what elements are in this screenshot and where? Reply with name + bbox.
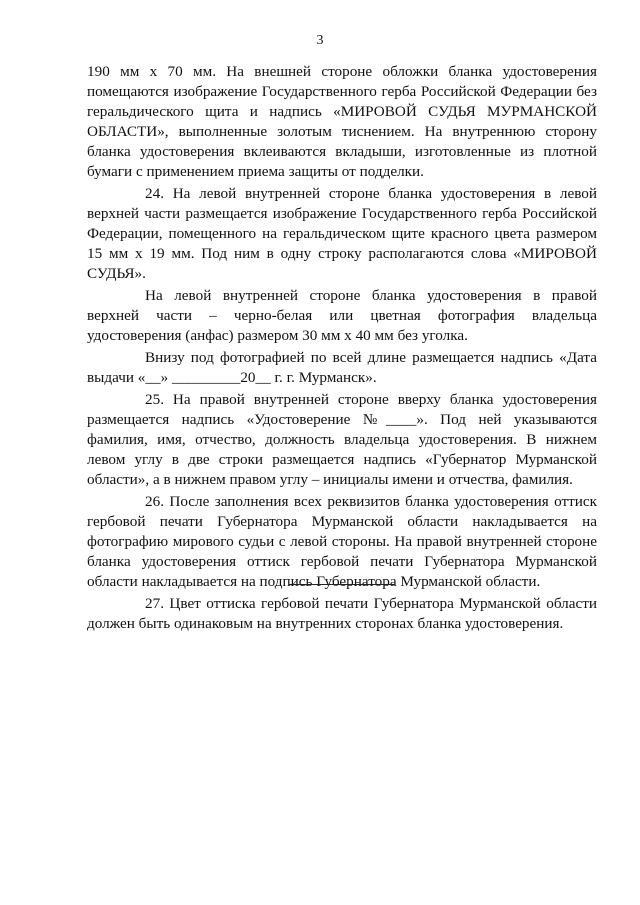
- paragraph-24: 24. На левой внутренней стороне бланка удостоверения в левой верхней части размещается изображение Государственного герба Российской Федерации, помещенного на геральдическом щите красного цвета размером 15 мм х 19 мм. Под ним в одну строку располагаются слова «МИРОВОЙ СУДЬЯ».: [87, 185, 597, 282]
- paragraph-issue-date: Внизу под фотографией по всей длине размещается надпись «Дата выдачи «__» _________20__ г. г. Мурманск».: [87, 349, 597, 386]
- paragraph-26: 26. После заполнения всех реквизитов бланка удостоверения оттиск гербовой печати Губернатора Мурманской области накладывается на фотографию мирового судьи с левой стороны. На правой внутренней стороне бланка удостоверения оттиск гербовой печати Губернатора Мурманской области накладывается на подпись Губернатора Мурманской области.: [87, 493, 597, 590]
- end-divider: [289, 584, 395, 585]
- paragraph-27: 27. Цвет оттиска гербовой печати Губернатора Мурманской области должен быть одинаковым на внутренних сторонах бланка удостоверения.: [87, 595, 597, 632]
- paragraph-photo: На левой внутренней стороне бланка удостоверения в правой верхней части – черно-белая или цветная фотография владельца удостоверения (анфас) размером 30 мм х 40 мм без уголка.: [87, 287, 597, 344]
- page-number: 3: [316, 33, 324, 48]
- paragraph-continuation: 190 мм х 70 мм. На внешней стороне обложки бланка удостоверения помещаются изображение Государственного герба Российской Федерации без геральдического щита и надпись «МИРОВОЙ СУДЬЯ МУРМАНСКОЙ ОБЛАСТИ», выполненные золотым тиснением. На внутреннюю сторону бланка удостоверения вклеиваются вкладыши, изготовленные из плотной бумаги с применением приема защиты от подделки.: [87, 63, 597, 180]
- paragraph-25: 25. На правой внутренней стороне вверху бланка удостоверения размещается надпись «Удостоверение №____». Под ней указываются фамилия, имя, отчество, должность владельца удостоверения. В нижнем левом углу в две строки размещается надпись «Губернатор Мурманской области», а в нижнем правом углу – инициалы имени и отчества, фамилия.: [87, 391, 597, 488]
- document-body: [87, 62, 597, 636]
